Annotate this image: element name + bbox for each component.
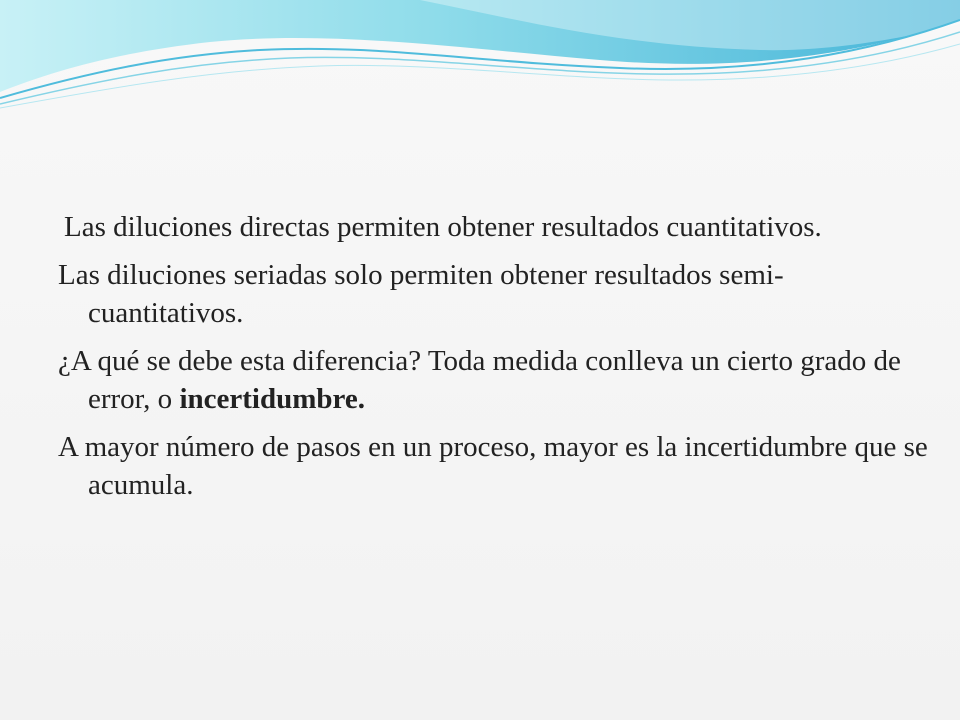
paragraph-more-steps (58, 428, 928, 504)
slide-body (58, 208, 928, 514)
paragraph-question-uncertainty (58, 342, 928, 418)
paragraph-text: Las diluciones seriadas solo permiten obtener resultados semi-cuantitativos. (58, 259, 784, 329)
paragraph-serial-dilutions (58, 256, 928, 332)
bold-term-uncertainty: incertidumbre. (179, 383, 365, 415)
wave-header-decoration (0, 0, 960, 120)
paragraph-text: A mayor número de pasos en un proceso, mayor es la incertidumbre que se acumula. (58, 431, 928, 501)
paragraph-direct-dilutions (58, 208, 928, 246)
paragraph-text: Las diluciones directas permiten obtener resultados cuantitativos. (64, 211, 822, 243)
paragraph-text: ¿A qué se debe esta diferencia? Toda medida conlleva un cierto grado de error, o (58, 345, 901, 415)
